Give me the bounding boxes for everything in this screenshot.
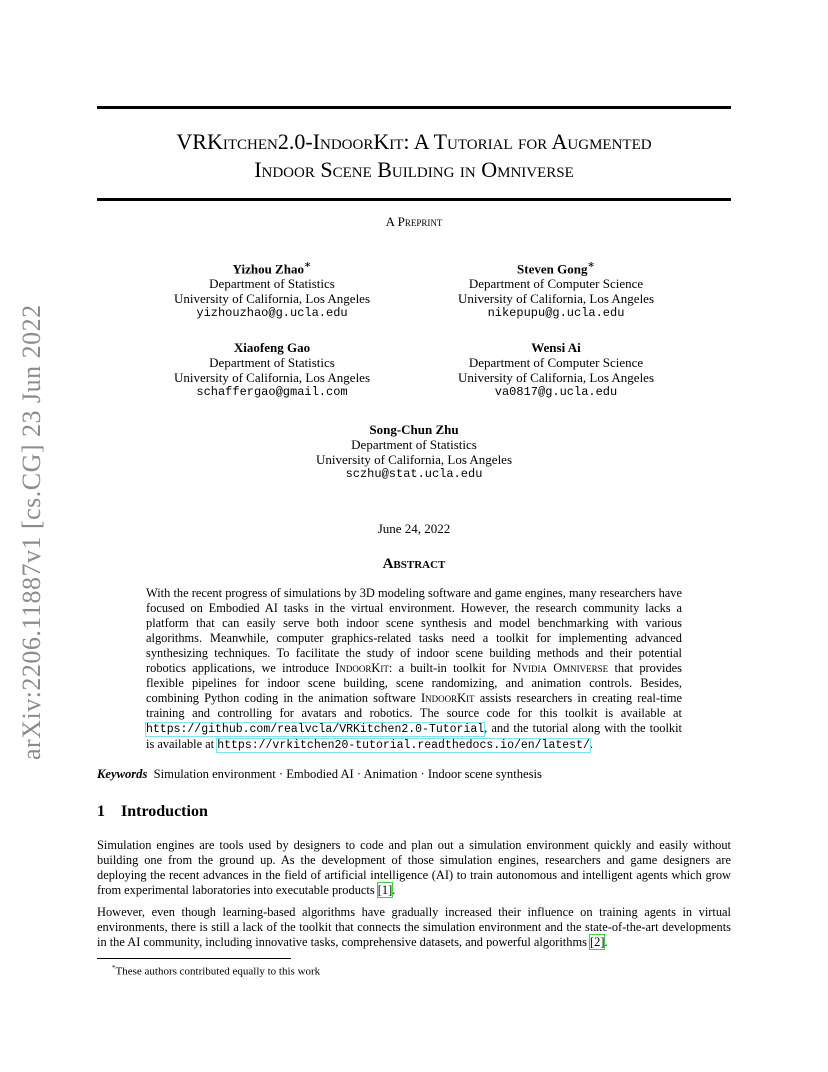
author-department: Department of Computer Science [468,355,644,370]
author-email[interactable]: schaffergao@gmail.com [196,385,348,399]
toolkit-name: IndoorKit [335,661,389,675]
footnote-mark: * [112,964,116,972]
author-block [436,340,676,400]
author-email[interactable]: sczhu@stat.ucla.edu [345,467,483,481]
abstract-heading: Abstract [382,556,446,572]
publication-date: June 24, 2022 [377,521,451,536]
section-title: Introduction [121,803,208,820]
citation-link[interactable]: [1] [377,883,393,897]
author-email[interactable]: yizhouzhao@g.ucla.edu [196,306,348,321]
author-affiliation: University of California, Los Angeles [315,452,513,467]
title-line-2: Indoor Scene Building in Omniverse [254,157,574,182]
paper-title [97,128,731,184]
arxiv-side-stamp: arXiv:2206.11887v1 [cs.CG] 23 Jun 2022 [17,304,46,760]
author-name: Xiaofeng Gao [233,340,311,355]
author-block [436,258,676,321]
author-email[interactable]: va0817@g.ucla.edu [494,385,618,399]
github-link[interactable]: https://github.com/realvcla/VRKitchen2.0-Tutorial [146,723,485,736]
intro-paragraph: However, even though learning-based algorithms have gradually increased their influence on training agents in virtual environments, there is still a lack of the toolkit that connects the simulation environment and the state-of-the-art developments in the AI community, including innovative tasks, comprehensive datasets, and powerful algorithms [2]. [97,905,731,949]
title-bottom-rule [97,198,731,201]
author-name: Yizhou Zhao∗ [232,259,312,277]
author-name: Song-Chun Zhu [369,422,459,437]
author-department: Department of Statistics [209,276,335,292]
author-affiliation: University of California, Los Angeles [457,370,655,385]
keywords-line [97,767,731,782]
footnote [112,964,320,978]
author-affiliation: University of California, Los Angeles [457,291,655,307]
author-department: Department of Statistics [209,355,335,370]
author-department: Department of Computer Science [468,276,644,292]
title-line-1: VRKitchen2.0-IndoorKit: A Tutorial for Augmented [176,129,652,154]
toolkit-name: IndoorKit [420,691,475,705]
footnote-rule [97,958,291,959]
author-block [294,422,534,482]
intro-paragraph: Simulation engines are tools used by designers to code and plan out a simulation environment quickly and easily without building one from the ground up. As the development of those simulation engines, researchers and game designers are deploying the recent advances in the field of artificial intelligence (AI) to train autonomous and intelligent agents which grow from experimental laboratories into executable products [1]. [97,838,731,897]
author-block [152,340,392,400]
author-email[interactable]: nikepupu@g.ucla.edu [487,306,625,321]
platform-name: Nvidia Omniverse [512,661,609,675]
citation-link[interactable]: [2] [590,935,605,949]
section-heading [97,803,208,821]
title-top-rule [97,106,731,109]
author-department: Department of Statistics [351,437,477,452]
author-affiliation: University of California, Los Angeles [173,370,371,385]
footnote-text: These authors contributed equally to this work [115,965,321,978]
author-block [152,258,392,321]
abstract-body: With the recent progress of simulations by 3D modeling software and game engines, many researchers have focused on Embodied AI tasks in the virtual environment. However, the research community lacks a platform that can easily serve both indoor scene synthesis and model benchmarking with various algorithms. Meanwhile, computer graphics-related tasks need a toolkit for implementing advanced synthesizing techniques. To facilitate the study of indoor scene building methods and their potential robotics applications, we introduce IndoorKit: a built-in toolkit for Nvidia Omniverse that provides flexible pipelines for indoor scene building, scene randomizing, and animation controls. Besides, combining Python coding in the animation software IndoorKit assists researchers in creating real-time training and controlling for avatars and robotics. The source code for this toolkit is available at https://github.com/realvcla/VRKitchen2.0-Tutorial, and the tutorial along with the toolkit is available at https://vrkitchen20-tutorial.readthedocs.io/en/latest/. [146,586,683,752]
keywords-text: Simulation environment · Embodied AI · Animation · Indoor scene synthesis [153,767,542,781]
keywords-label: Keywords [97,767,148,781]
author-name: Steven Gong∗ [517,259,595,277]
preprint-label: A Preprint [385,214,443,229]
author-affiliation: University of California, Los Angeles [173,291,371,307]
tutorial-link[interactable]: https://vrkitchen20-tutorial.readthedocs.io/en/latest/ [217,739,590,752]
author-name: Wensi Ai [531,340,581,355]
section-number: 1 [97,803,105,820]
